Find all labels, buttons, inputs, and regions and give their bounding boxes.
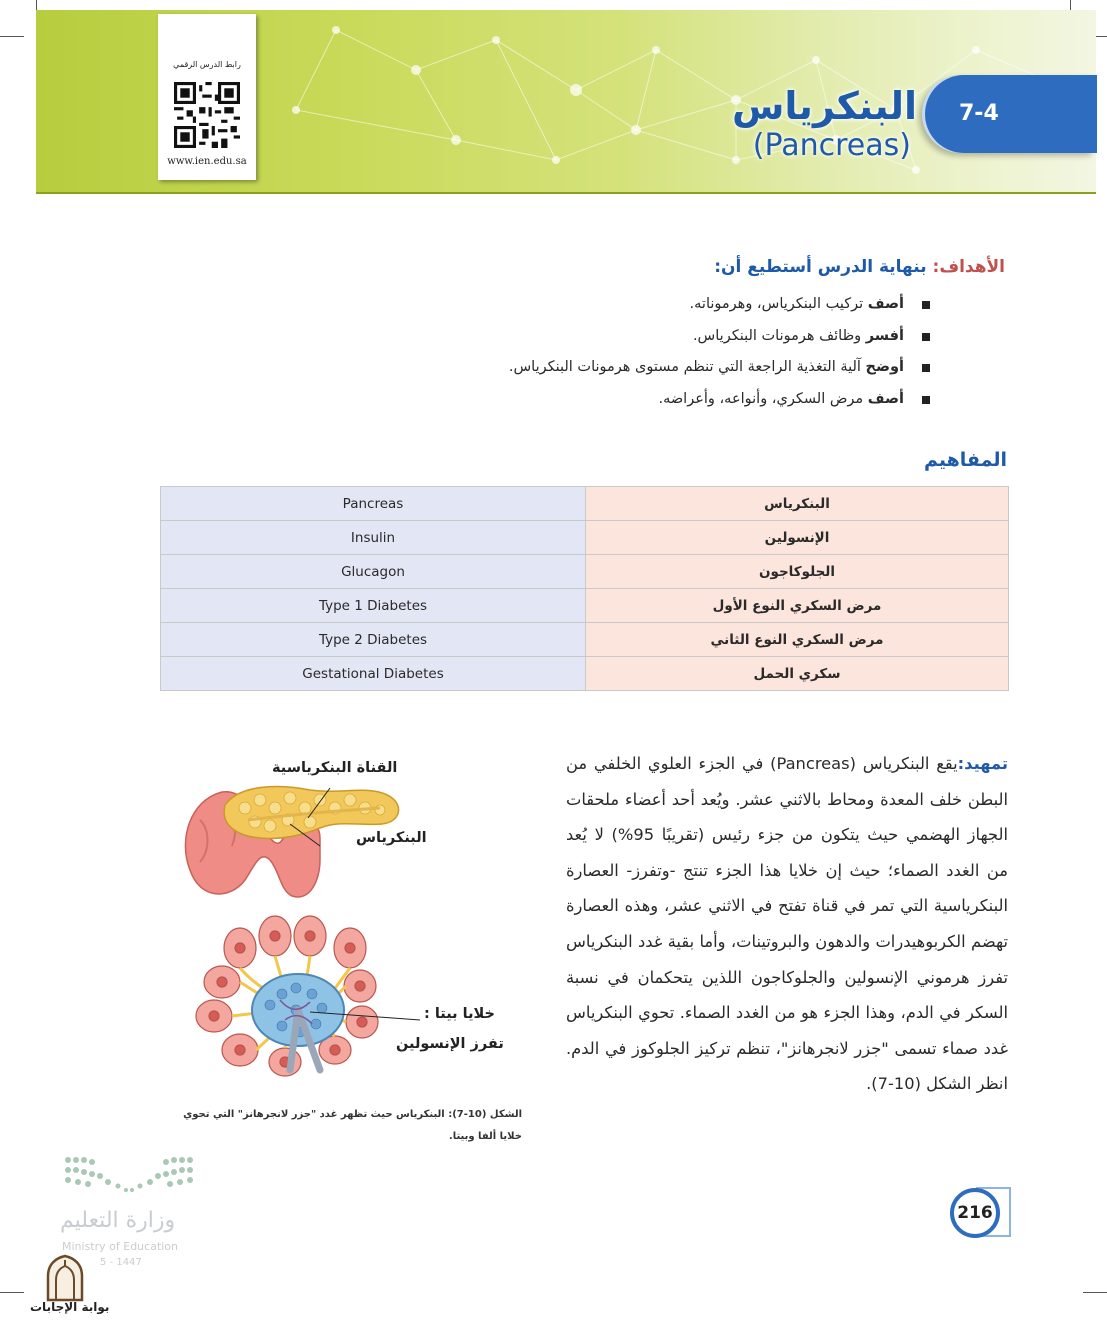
concept-en: Pancreas: [161, 487, 586, 521]
qr-card[interactable]: [158, 14, 256, 180]
label-beta-cells: خلايا بيتا :: [424, 1006, 495, 1022]
qr-url[interactable]: www.ien.edu.sa: [167, 156, 247, 167]
objectives-intro: بنهاية الدرس أستطيع أن:: [714, 257, 927, 277]
table-row: [161, 521, 1009, 555]
objective-item: [509, 321, 932, 353]
table-row: [161, 555, 1009, 589]
objective-verb: أصف: [867, 390, 904, 407]
figure-caption: الشكل (10-7): البنكرياس حيث تظهر غدد "جزر لانجرهانز" التي تحوي خلايا ألفا وبيتا.: [183, 1109, 522, 1142]
crop-mark: [1083, 1292, 1107, 1293]
concept-ar: سكري الحمل: [586, 657, 1009, 691]
watermark-text: بوابة الإجابات: [30, 1300, 110, 1314]
lesson-title-en: (Pancreas): [752, 128, 911, 163]
lesson-number-tab: [925, 75, 1097, 153]
table-row: [161, 487, 1009, 521]
objective-item: [509, 384, 932, 416]
concepts-heading: المفاهيم: [923, 449, 1007, 471]
lesson-number: 7-4: [959, 101, 999, 126]
qr-code-icon[interactable]: [174, 82, 240, 148]
concept-en: Insulin: [161, 521, 586, 555]
ministry-year: 5 - 1447: [100, 1257, 142, 1268]
crop-mark: [0, 36, 24, 37]
gate-logo-icon: [44, 1254, 86, 1302]
label-pancreas: البنكرياس: [356, 830, 427, 846]
objectives-heading: [714, 257, 1005, 277]
crop-mark: [0, 1292, 24, 1293]
ministry-name-en: Ministry of Education: [62, 1240, 179, 1253]
page-number-badge: [944, 1186, 1012, 1242]
ministry-name-ar: وزارة التعليم: [60, 1208, 176, 1233]
objective-item: [509, 352, 932, 384]
table-row: [161, 623, 1009, 657]
objective-text: آلية التغذية الراجعة التي تنظم مستوى هرمونات البنكرياس.: [508, 359, 866, 375]
pancreas-illustration: [170, 750, 530, 1080]
lesson-title-ar: البنكرياس: [731, 84, 917, 128]
qr-label: رابط الدرس الرقمي: [173, 60, 241, 69]
objective-verb: أوضح: [865, 359, 904, 375]
page-number: 216: [950, 1188, 1000, 1238]
objective-verb: أصف: [867, 296, 904, 312]
concept-en: Gestational Diabetes: [161, 657, 586, 691]
objective-text: وظائف هرمونات البنكرياس.: [692, 327, 866, 344]
concept-en: Glucagon: [161, 555, 586, 589]
concept-ar: البنكرياس: [586, 487, 1009, 521]
concepts-table: [160, 486, 1009, 691]
concept-ar: مرض السكري النوع الأول: [586, 589, 1009, 623]
ministry-logo-icon: [60, 1152, 200, 1212]
concept-ar: مرض السكري النوع الثاني: [586, 623, 1009, 657]
intro-text: يقع البنكرياس (Pancreas) في الجزء العلوي الخلفي من البطن خلف المعدة ومحاط بالاثني عشر. ويُعد أحد أعضاء ملحقات الجهاز الهضمي حيث يتكون من جزء رئيس (تقريبًا 95%) لا يُعد من الغدد الصماء؛ حيث إن خلايا هذا الجزء تنتج -وتفرز- العصارة البنكرياسية التي تمر في قناة تفتح في الاثني عشر، وهذه العصارة تهضم الكربوهيدرات والدهون والبروتينات، وأما بقية غدد البنكرياس تفرز هرموني الإنسولين والجلوكاجون اللذين يتحكمان في نسبة السكر في الدم، وهذا الجزء هو من الغدد الصماء. تحوي البنكرياس غدد صماء تسمى "جزر لانجرهانز"، تنظم تركيز الجلوكوز في الدم. انظر الشكل (10-7).: [566, 754, 1008, 1094]
table-row: [161, 657, 1009, 691]
intro-lead: تمهيد:: [957, 754, 1008, 773]
objectives-list: [509, 289, 932, 415]
label-insulin: تفرز الإنسولين: [396, 1036, 504, 1052]
objectives-label: الأهداف:: [932, 257, 1005, 277]
label-pancreatic-duct: القناة البنكرياسية: [272, 760, 398, 776]
concept-en: Type 2 Diabetes: [161, 623, 586, 657]
objective-text: تركيب البنكرياس، وهرموناته.: [689, 296, 868, 312]
objective-verb: أفسر: [865, 327, 904, 344]
concept-ar: الجلوكاجون: [586, 555, 1009, 589]
concept-en: Type 1 Diabetes: [161, 589, 586, 623]
crop-mark: [36, 0, 37, 10]
table-row: [161, 589, 1009, 623]
objective-item: [509, 289, 932, 321]
concept-ar: الإنسولين: [586, 521, 1009, 555]
intro-paragraph: [566, 746, 1008, 1102]
objective-text: مرض السكري، وأنواعه، وأعراضه.: [658, 390, 868, 407]
pancreas-figure: [170, 750, 530, 1080]
